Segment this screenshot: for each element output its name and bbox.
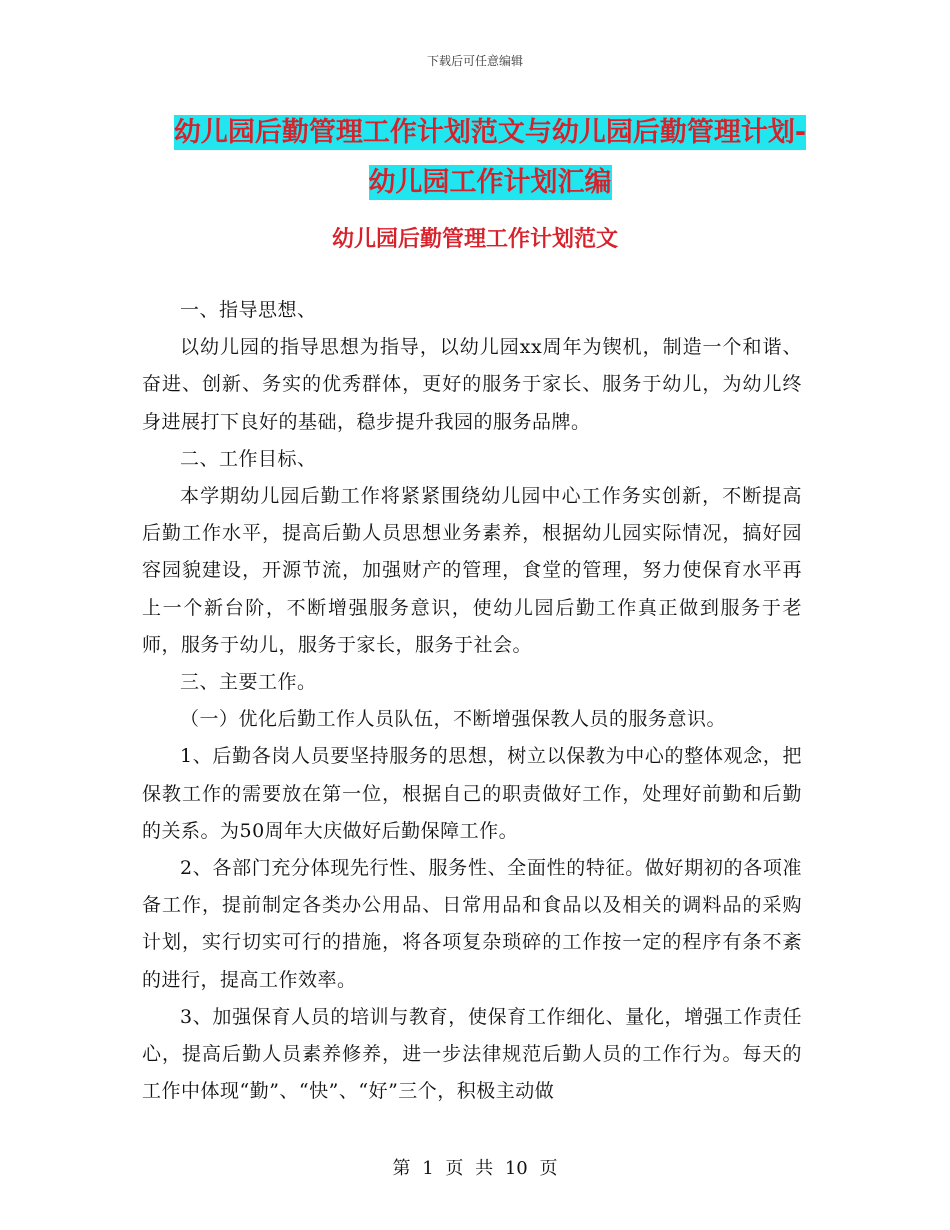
document-title	[140, 108, 840, 208]
subheading: （一）优化后勤工作人员队伍，不断增强保教人员的服务意识。	[180, 708, 727, 731]
paragraph: 以幼儿园的指导思想为指导，以幼儿园xx周年为锲机，制造一个和谐、奋进、创新、务实的优秀群体，更好的服务于家长、服务于幼儿，为幼儿终身进展打下良好的基础，稳步提升我园的服务品牌。	[142, 336, 802, 433]
heading-work-goals: 二、工作目标、	[180, 447, 317, 470]
heading-main-work: 三、主要工作。	[180, 671, 317, 694]
page-number: 第 1 页 共 10 页	[392, 1158, 558, 1179]
section-title: 幼儿园后勤管理工作计划范文	[331, 227, 618, 252]
header-note: 下载后可任意编辑	[426, 54, 523, 68]
document-title-line-1: 幼儿园后勤管理工作计划范文与幼儿园后勤管理计划-	[173, 117, 807, 148]
document-body	[142, 292, 802, 1110]
paragraph: 3、加强保育人员的培训与教育，使保育工作细化、量化，增强工作责任心，提高后勤人员素养修养，进一步法律规范后勤人员的工作行为。每天的工作中体现“勤”、“快”、“好”三个，积极主动做	[142, 1005, 802, 1103]
paragraph: 1、后勤各岗人员要坚持服务的思想，树立以保教为中心的整体观念，把保教工作的需要放在第一位，根据自己的职责做好工作，处理好前勤和后勤的关系。为50周年大庆做好后勤保障工作。	[142, 745, 802, 842]
paragraph: 2、各部门充分体现先行性、服务性、全面性的特征。做好期初的各项准备工作，提前制定各类办公用品、日常用品和食品以及相关的调料品的采购计划，实行切实可行的措施，将各项复杂琐碎的工作按一定的程序有条不紊的进行，提高工作效率。	[142, 857, 802, 991]
document-title-line-2: 幼儿园工作计划汇编	[368, 167, 612, 198]
paragraph: 本学期幼儿园后勤工作将紧紧围绕幼儿园中心工作务实创新，不断提高后勤工作水平，提高后勤人员思想业务素养，根据幼儿园实际情况，搞好园容园貌建设，开源节流，加强财产的管理，食堂的管理，努力使保育水平再上一个新台阶，不断增强服务意识，使幼儿园后勤工作真正做到服务于老师，服务于幼儿，服务于家长，服务于社会。	[142, 485, 802, 656]
heading-guiding-ideology: 一、指导思想、	[180, 299, 317, 321]
